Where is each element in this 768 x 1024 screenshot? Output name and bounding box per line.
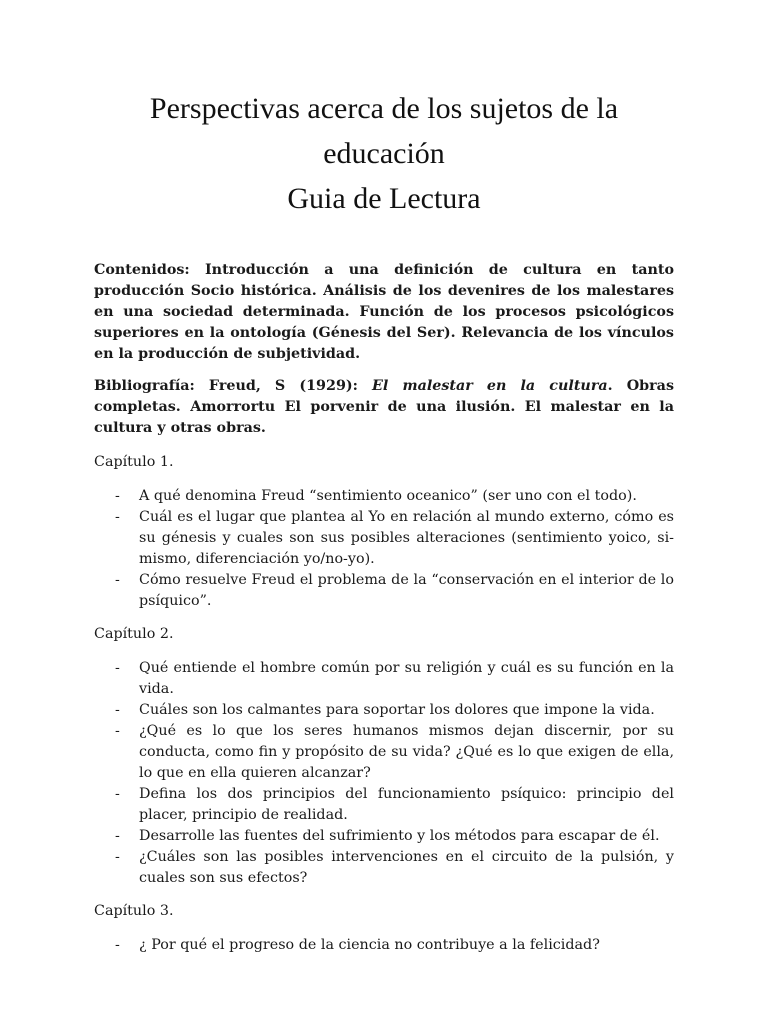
chapter-2-heading: Capítulo 2. — [94, 626, 174, 642]
bullet-dash: - — [115, 660, 120, 676]
bullet-dash: - — [115, 488, 120, 504]
contenidos-paragraph — [94, 260, 674, 365]
question-text: ¿ Por qué el progreso de la ciencia no contribuye a la felicidad? — [139, 937, 600, 953]
bibliografia-paragraph — [94, 376, 674, 439]
title-line-1: Perspectivas acerca de los sujetos de la — [149, 92, 619, 125]
bullet-dash: - — [115, 572, 120, 588]
bibliografia-pre: Freud, S (1929): — [194, 378, 373, 394]
question-text: Cuáles son los calmantes para soportar los dolores que impone la vida. — [139, 702, 655, 718]
bullet-dash: - — [115, 786, 120, 802]
question-text: ¿Qué es lo que los seres humanos mismos dejan discernir, por su conducta, como fin y propósito de su vida? ¿Qué es lo que exigen de ella, lo que en ella quieren alcanzar? — [139, 723, 674, 781]
contenidos-label: Contenidos: — [94, 262, 190, 278]
bibliografia-book-title: El malestar en la cultura — [372, 378, 608, 394]
chapter-1-heading: Capítulo 1. — [94, 454, 174, 470]
bullet-dash: - — [115, 828, 120, 844]
list-item — [94, 847, 674, 889]
question-text: Qué entiende el hombre común por su religión y cuál es su función en la vida. — [139, 660, 674, 697]
list-item — [94, 658, 674, 700]
document-title — [60, 86, 708, 221]
chapter-2-questions — [94, 658, 674, 889]
chapter-3-questions — [94, 935, 674, 956]
chapter-3-heading: Capítulo 3. — [94, 903, 174, 919]
list-item — [94, 570, 674, 612]
document-body — [94, 260, 674, 968]
question-text: Desarrolle las fuentes del sufrimiento y los métodos para escapar de él. — [139, 828, 660, 844]
bibliografia-post: . Obras completas. Amorrortu El porvenir de una ilusión. El malestar en la cultura y otras obras. — [94, 378, 674, 436]
question-text: Cómo resuelve Freud el problema de la “conservación en el interior de lo psíquico”. — [139, 572, 674, 609]
list-item — [94, 935, 674, 956]
list-item — [94, 507, 674, 570]
list-item — [94, 700, 674, 721]
bullet-dash: - — [115, 937, 120, 953]
list-item — [94, 826, 674, 847]
question-text: ¿Cuáles son las posibles intervenciones en el circuito de la pulsión, y cuales son sus efectos? — [139, 849, 674, 886]
question-text: Defina los dos principios del funcionamiento psíquico: principio del placer, principio de realidad. — [139, 786, 674, 823]
bullet-dash: - — [115, 509, 120, 525]
question-text: Cuál es el lugar que plantea al Yo en relación al mundo externo, cómo es su génesis y cuales son sus posibles alteraciones (sentimiento yoico, si-mismo, diferenciación yo/no-yo). — [139, 509, 674, 567]
question-text: A qué denomina Freud “sentimiento oceanico” (ser uno con el todo). — [139, 488, 637, 504]
chapter-1-questions — [94, 486, 674, 612]
bullet-dash: - — [115, 723, 120, 739]
bullet-dash: - — [115, 702, 120, 718]
list-item — [94, 486, 674, 507]
list-item — [94, 721, 674, 784]
bullet-dash: - — [115, 849, 120, 865]
bibliografia-label: Bibliografía: — [94, 378, 195, 394]
title-line-3: Guia de Lectura — [287, 182, 481, 215]
list-item — [94, 784, 674, 826]
title-line-2: educación — [323, 137, 445, 170]
contenidos-text: Introducción a una definición de cultura en tanto producción Socio histórica. Análisis de los devenires de los malestares en una sociedad determinada. Función de los procesos psicológicos superiores en la ontología (Génesis del Ser). Relevancia de los vínculos en la producción de subjetividad. — [94, 262, 674, 362]
